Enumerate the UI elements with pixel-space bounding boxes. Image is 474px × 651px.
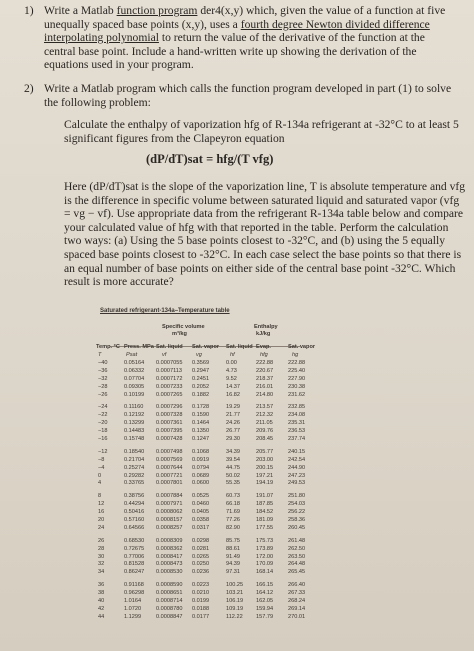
table-cell: 0.0007055 — [156, 360, 183, 366]
col-header-vf: Sat. liquid — [156, 344, 183, 350]
subheader-vg: vg — [196, 352, 202, 358]
table-cell: 0.12192 — [124, 412, 145, 419]
subheader-t: T — [98, 352, 102, 358]
table-cell: 164.12 — [256, 590, 274, 597]
table-cell: 21.77 — [226, 412, 240, 419]
table-cell: 258.36 — [288, 517, 306, 524]
table-cell: −32 — [98, 375, 108, 382]
table-cell: 0.18540 — [124, 448, 145, 455]
table-cell: 0.29282 — [124, 472, 145, 479]
table-cell: 220.67 — [256, 367, 274, 374]
table-cell: 4 — [98, 480, 102, 487]
table-cell: 0.3569 — [192, 360, 210, 366]
table-cell: −26 — [98, 391, 108, 398]
table-row — [96, 368, 318, 376]
table-cell: 1.0720 — [124, 605, 142, 612]
table-cell: 34.39 — [226, 448, 240, 455]
table-cell: 0.0223 — [192, 582, 210, 589]
table-cell: 212.32 — [256, 412, 274, 419]
table-cell: 8 — [98, 493, 102, 500]
table-cell: 197.21 — [256, 472, 274, 479]
table-cell: 0.1247 — [192, 436, 210, 443]
q1-text-middle: der4(x,y) which, given the value of a function at five unequally spaced base points (x,y), uses a — [44, 4, 446, 31]
table-row — [96, 473, 318, 481]
table-cell: 16.82 — [226, 391, 240, 398]
table-cell: 0.0007328 — [156, 412, 183, 419]
table-cell: 264.48 — [288, 561, 306, 568]
table-cell: 0.1068 — [192, 448, 210, 455]
table-row — [96, 501, 318, 509]
table-cell: 30 — [98, 553, 105, 560]
table-cell: 109.19 — [226, 605, 244, 612]
table-cell: 26 — [98, 537, 105, 544]
table-cell: 77.26 — [226, 517, 240, 524]
table-cell: 0.0007361 — [156, 420, 183, 427]
table-cell: 232.85 — [288, 404, 306, 411]
table-cell: 0.0460 — [192, 501, 210, 508]
table-cell: 103.21 — [226, 590, 244, 597]
table-cell: 0.15748 — [124, 436, 145, 443]
table-cell: 112.22 — [226, 613, 243, 620]
table-cell: 256.22 — [288, 509, 306, 516]
table-cell: 208.45 — [256, 436, 274, 443]
table-cell: 106.19 — [226, 598, 244, 605]
table-cell: 213.57 — [256, 404, 274, 411]
table-cell: 0.0008309 — [156, 537, 183, 544]
table-cell: 0.1590 — [192, 412, 210, 419]
table-cell: 0.64566 — [124, 524, 145, 531]
table-cell: 0.0008780 — [156, 605, 183, 612]
table-row — [96, 606, 318, 614]
table-cell: −16 — [98, 436, 108, 443]
table-cell: 261.48 — [288, 537, 306, 544]
table-cell: 0.0008714 — [156, 598, 183, 605]
table-cell: 29.30 — [226, 436, 240, 443]
table-row — [96, 428, 318, 436]
table-cell: 268.24 — [288, 598, 306, 605]
table-cell: 225.40 — [288, 367, 306, 374]
table-cell: 0.0199 — [192, 598, 210, 605]
subheader-hg: hg — [292, 352, 299, 358]
table-cell: 1.0164 — [124, 598, 142, 605]
table-cell: 0.0265 — [192, 553, 210, 560]
table-cell: 100.25 — [226, 582, 244, 589]
table-cell: 0.0689 — [192, 472, 210, 479]
table-cell: 24.26 — [226, 420, 240, 427]
table-cell: 166.15 — [256, 582, 274, 589]
table-cell: 269.14 — [288, 605, 306, 612]
group-enthalpy-unit: kJ/kg — [256, 331, 271, 337]
table-cell: 14.37 — [226, 383, 240, 390]
table-cell: 0.1728 — [192, 404, 210, 411]
table-cell: 0.0007265 — [156, 391, 183, 398]
table-row — [96, 376, 318, 384]
table-row — [96, 493, 318, 501]
table-cell: 0.0008417 — [156, 553, 183, 560]
table-cell: 85.75 — [226, 537, 240, 544]
table-cell: 187.85 — [256, 501, 274, 508]
table-cell: 265.45 — [288, 569, 306, 576]
table-cell: −4 — [98, 464, 105, 471]
table-cell: 0.86247 — [124, 569, 145, 576]
table-cell: 40 — [98, 598, 105, 605]
question-2-text: Write a Matlab program which calls the function program developed in part (1) to solve the following problem: — [44, 82, 452, 109]
table-cell: 0.0008530 — [156, 569, 183, 576]
q1-text-end: to return the value of the derivative of the function at the central base point. Include a hand-written write up showing the derivation of the equations used in your program. — [44, 31, 425, 72]
table-cell: 0.77006 — [124, 553, 145, 560]
table-cell: 181.09 — [256, 517, 274, 524]
table-cell: 71.69 — [226, 509, 240, 516]
table-cell: 236.53 — [288, 428, 306, 435]
table-cell: 0.2451 — [192, 375, 210, 382]
table-cell: 200.15 — [256, 464, 274, 471]
table-cell: 0.0008157 — [156, 517, 183, 524]
table-row — [96, 614, 318, 622]
table-cell: 44.75 — [226, 464, 240, 471]
table-cell: 1.1299 — [124, 613, 142, 620]
question-1 — [24, 4, 456, 72]
table-cell: 0.0177 — [192, 613, 210, 620]
table-cell: 235.31 — [288, 420, 306, 427]
table-row — [96, 449, 318, 457]
table-row — [96, 436, 318, 444]
table-cell: 91.49 — [226, 553, 240, 560]
table-cell: 60.73 — [226, 493, 240, 500]
table-cell: 0.0007233 — [156, 383, 183, 390]
clapeyron-equation: (dP/dT)sat = hfg/(T vfg) — [146, 152, 274, 166]
table-cell: 50.02 — [226, 472, 240, 479]
table-cell: 0.96298 — [124, 590, 145, 597]
table-cell: 36 — [98, 582, 105, 589]
table-cell: 24 — [98, 524, 105, 531]
table-cell: 203.00 — [256, 456, 274, 463]
table-cell: 0.0525 — [192, 493, 210, 500]
table-row — [96, 538, 318, 546]
table-cell: 0.0008651 — [156, 590, 183, 597]
table-cell: 0.68530 — [124, 537, 145, 544]
table-cell: 0.44294 — [124, 501, 145, 508]
table-cell: 191.07 — [256, 493, 274, 500]
table-cell: 34 — [98, 569, 105, 576]
table-cell: 230.38 — [288, 383, 306, 390]
table-cell: 0.0794 — [192, 464, 210, 471]
col-header-hfg: Evap. — [256, 344, 271, 350]
table-cell: 0.0236 — [192, 569, 210, 576]
table-cell: 0.1464 — [192, 420, 210, 427]
table-cell: 0.0317 — [192, 524, 210, 531]
table-row — [96, 509, 318, 517]
table-cell: 173.89 — [256, 545, 274, 552]
table-body — [96, 360, 318, 622]
table-cell: 222.88 — [288, 360, 306, 366]
table-cell: 0.05164 — [124, 360, 145, 366]
table-cell: 251.80 — [288, 493, 306, 500]
table-row — [96, 480, 318, 488]
table-cell: −28 — [98, 383, 108, 390]
table-cell: 55.35 — [226, 480, 240, 487]
table-cell: 0.0919 — [192, 456, 210, 463]
table-cell: 0.0007569 — [156, 456, 183, 463]
subheader-hfg: hfg — [260, 352, 268, 358]
table-cell: 249.53 — [288, 480, 306, 487]
q1-text-start: Write a Matlab — [44, 4, 117, 17]
table-row — [96, 582, 318, 590]
table-cell: 0.14483 — [124, 428, 145, 435]
table-row — [96, 517, 318, 525]
table-cell: 218.37 — [256, 375, 274, 382]
table-cell: 0.91168 — [124, 582, 144, 589]
explanation-paragraph: Here (dP/dT)sat is the slope of the vaporization line, T is absolute temperature and vfg is the difference in specific volume between saturated liquid and saturated vapor (vfg = vg − vf). Use appropriate data from the refrigerant R-134a table below and compare your calculated value of hfg with that reported in the table. Perform the calculation two ways: (a) Using the 5 base points closest to -32°C, and (b) using the 5 equally spaced base points closest to -32°C. In each case select the base points so that there is an equal number of base points on either side of the central base point -32°C. Which result is more accurate? — [64, 180, 466, 289]
table-cell: 227.90 — [288, 375, 306, 382]
table-cell: 214.80 — [256, 391, 274, 398]
table-cell: 0.2052 — [192, 383, 210, 390]
subheader-vf: vf — [162, 352, 167, 358]
table-cell: 247.23 — [288, 472, 306, 479]
table-cell: 19.29 — [226, 404, 240, 411]
table-row — [96, 404, 318, 412]
table-cell: 0.13299 — [124, 420, 145, 427]
table-cell: 28 — [98, 545, 105, 552]
table-cell: 9.52 — [226, 375, 237, 382]
table-cell: 0.72675 — [124, 545, 145, 552]
table-cell: 0.0007172 — [156, 375, 183, 382]
table-cell: 39.54 — [226, 456, 240, 463]
table-cell: 0.0007644 — [156, 464, 183, 471]
table-row — [96, 554, 318, 562]
table-cell: 0.81528 — [124, 561, 145, 568]
table-row — [96, 412, 318, 420]
table-cell: 0.07704 — [124, 375, 145, 382]
table-header — [96, 318, 318, 360]
table-row — [96, 525, 318, 533]
table-cell: 0.0188 — [192, 605, 210, 612]
table-cell: 0.2947 — [192, 367, 210, 374]
table-cell: 0.0007428 — [156, 436, 183, 443]
table-cell: 237.74 — [288, 436, 306, 443]
table-cell: 157.79 — [256, 613, 274, 620]
table-cell: 222.88 — [256, 360, 274, 366]
table-row — [96, 457, 318, 465]
table-cell: 184.52 — [256, 509, 274, 516]
table-cell: −40 — [98, 360, 108, 366]
table-cell: 0.0007884 — [156, 493, 183, 500]
table-cell: 38 — [98, 590, 105, 597]
table-row — [96, 569, 318, 577]
table-cell: 205.77 — [256, 448, 274, 455]
table-cell: 0.09305 — [124, 383, 145, 390]
table-row — [96, 561, 318, 569]
table-cell: 267.33 — [288, 590, 306, 597]
q1-underlined-newton-polynomial: fourth degree Newton divided difference interpolating polynomial — [44, 17, 430, 45]
table-cell: 0.0358 — [192, 517, 210, 524]
table-cell: 66.18 — [226, 501, 240, 508]
table-row — [96, 598, 318, 606]
table-cell: 20 — [98, 517, 105, 524]
col-header-press: Press. MPa — [124, 344, 154, 350]
table-cell: 0.57160 — [124, 517, 145, 524]
table-cell: 0.0007801 — [156, 480, 183, 487]
table-cell: 216.01 — [256, 383, 274, 390]
table-cell: 231.62 — [288, 391, 306, 398]
table-cell: 270.01 — [288, 613, 306, 620]
group-enthalpy: Enthalpy — [254, 324, 278, 330]
table-cell: 162.05 — [256, 598, 274, 605]
group-specific-volume: Specific volume — [162, 324, 205, 330]
table-cell: 209.76 — [256, 428, 274, 435]
table-cell: −8 — [98, 456, 105, 463]
table-cell: 88.61 — [226, 545, 240, 552]
table-row — [96, 360, 318, 368]
table-cell: 42 — [98, 605, 105, 612]
table-cell: 194.19 — [256, 480, 274, 487]
col-header-temp: Temp. °C — [96, 344, 120, 350]
table-cell: 175.73 — [256, 537, 274, 544]
question-2 — [24, 82, 456, 109]
table-cell: 16 — [98, 509, 105, 516]
col-header-hg: Sat. vapor — [288, 344, 316, 350]
calculate-instruction: Calculate the enthalpy of vaporization hfg of R-134a refrigerant at -32°C to at least 5 significant figures from the Clapeyron equation — [64, 118, 459, 145]
table-cell: 0.0405 — [192, 509, 210, 516]
table-cell: 254.03 — [288, 501, 306, 508]
table-row — [96, 590, 318, 598]
table-cell: 159.94 — [256, 605, 274, 612]
question-1-number: 1) — [24, 4, 34, 17]
table-cell: 177.55 — [256, 524, 274, 531]
table-cell: 0.0008257 — [156, 524, 183, 531]
table-cell: 0.25274 — [124, 464, 145, 471]
table-cell: −18 — [98, 428, 108, 435]
table-cell: 0.11160 — [124, 404, 144, 411]
table-cell: 0.1882 — [192, 391, 210, 398]
question-1-text — [44, 4, 456, 72]
subheader-hf: hf — [230, 352, 235, 358]
table-cell: 0.0007113 — [156, 367, 183, 374]
table-cell: 0.33765 — [124, 480, 145, 487]
table-cell: 0.0008847 — [156, 613, 183, 620]
table-cell: 12 — [98, 501, 105, 508]
table-cell: −24 — [98, 404, 108, 411]
table-cell: 82.90 — [226, 524, 240, 531]
col-header-hf: Sat. liquid — [226, 344, 253, 350]
table-cell: 94.39 — [226, 561, 240, 568]
table-cell: 0.0008062 — [156, 509, 183, 516]
table-cell: 172.00 — [256, 553, 274, 560]
q1-underlined-function-program: function program — [116, 4, 198, 17]
table-cell: 0 — [98, 472, 102, 479]
table-cell: 0.1350 — [192, 428, 210, 435]
group-specific-volume-unit: m³/kg — [172, 331, 187, 337]
col-header-vg: Sat. vapor — [192, 344, 220, 350]
table-title: Saturated refrigerant-134a–Temperature table — [100, 308, 230, 314]
table-cell: 0.0007971 — [156, 501, 183, 508]
table-cell: 0.0298 — [192, 537, 210, 544]
table-cell: 0.0008590 — [156, 582, 183, 589]
table-cell: 0.00 — [226, 360, 237, 366]
table-cell: 234.08 — [288, 412, 306, 419]
table-cell: 26.77 — [226, 428, 240, 435]
table-cell: 4.73 — [226, 367, 237, 374]
table-cell: −22 — [98, 412, 108, 419]
table-cell: 0.0210 — [192, 590, 210, 597]
table-cell: 266.40 — [288, 582, 306, 589]
table-row — [96, 546, 318, 554]
table-cell: −36 — [98, 367, 108, 374]
r134a-table — [96, 318, 318, 622]
question-2-number: 2) — [24, 82, 34, 95]
table-cell: 0.0007296 — [156, 404, 183, 411]
table-cell: 242.54 — [288, 456, 306, 463]
table-cell: 0.50416 — [124, 509, 145, 516]
table-cell: 170.09 — [256, 561, 274, 568]
table-cell: 0.0600 — [192, 480, 210, 487]
table-row — [96, 465, 318, 473]
table-row — [96, 392, 318, 400]
table-row — [96, 420, 318, 428]
table-cell: 97.31 — [226, 569, 240, 576]
table-cell: 44 — [98, 613, 105, 620]
table-cell: 168.14 — [256, 569, 274, 576]
table-cell: 0.0250 — [192, 561, 210, 568]
table-cell: 0.0007395 — [156, 428, 183, 435]
subheader-psat: Psat — [126, 352, 138, 358]
table-cell: 0.0008473 — [156, 561, 183, 568]
table-cell: 0.0281 — [192, 545, 210, 552]
table-cell: 0.0008362 — [156, 545, 183, 552]
table-row — [96, 384, 318, 392]
table-cell: 32 — [98, 561, 105, 568]
table-cell: 0.38756 — [124, 493, 145, 500]
table-cell: 262.50 — [288, 545, 306, 552]
table-cell: 0.21704 — [124, 456, 145, 463]
table-cell: −12 — [98, 448, 108, 455]
table-cell: 0.0007498 — [156, 448, 183, 455]
table-cell: −20 — [98, 420, 108, 427]
table-cell: 211.05 — [256, 420, 273, 427]
table-cell: 0.10199 — [124, 391, 145, 398]
table-cell: 0.0007721 — [156, 472, 183, 479]
table-cell: 0.06332 — [124, 367, 145, 374]
table-cell: 240.15 — [288, 448, 306, 455]
table-cell: 263.50 — [288, 553, 306, 560]
table-cell: 260.45 — [288, 524, 306, 531]
table-cell: 244.90 — [288, 464, 306, 471]
